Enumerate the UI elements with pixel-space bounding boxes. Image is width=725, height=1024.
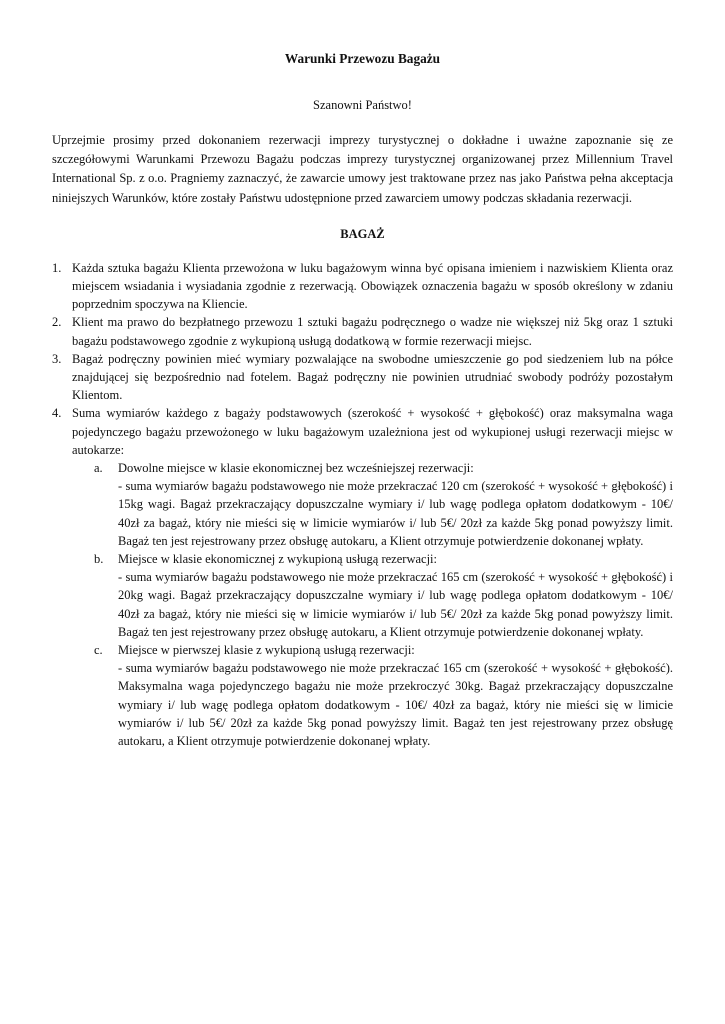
sub-item-letter: b.: [94, 552, 104, 567]
sub-item-heading: Miejsce w klasie ekonomicznej z wykupioną usługą rezerwacji:: [118, 552, 437, 567]
sub-item-heading: Dowolne miejsce w klasie ekonomicznej bez wcześniejszej rezerwacji:: [118, 461, 474, 476]
list-item: [52, 313, 673, 349]
item-number: 4.: [52, 406, 62, 421]
item-number: 3.: [52, 351, 62, 366]
item-text: Każda sztuka bagażu Klienta przewożona w luku bagażowym winna być opisana imieniem i nazwiskiem Klienta oraz miejscem wsiadania i wysiadania zgodnie z rezerwacją. Obowiązek oznaczenia bagażu w sposób określony w zdaniu poprzednim spoczywa na Kliencie.: [72, 260, 673, 312]
sub-list-item: [72, 459, 673, 550]
greeting: Szanowni Państwo!: [313, 98, 412, 112]
sub-list: [72, 459, 673, 750]
sub-item-body: - suma wymiarów bagażu podstawowego nie może przekraczać 165 cm (szerokość + wysokość + głębokość) i 20kg wagi. Bagaż przekraczający dopuszczalne wymiary i/ lub wagę podlega opłatom dodatkowym - 10€/ 40zł za bagaż, który nie mieści się w limicie wymiarów i/ lub 5€/ 20zł za każde 5kg ponad powyższy limit. Bagaż ten jest rejestrowany przez obsługę autokaru, a Klient otrzymuje potwierdzenie dokonanej wpłaty.: [118, 570, 673, 639]
terms-list: [52, 259, 673, 750]
list-item: [52, 404, 673, 750]
item-number: 1.: [52, 260, 62, 275]
sub-item-body: - suma wymiarów bagażu podstawowego nie może przekraczać 120 cm (szerokość + wysokość + głębokość) i 15kg wagi. Bagaż przekraczający dopuszczalne wymiary i/ lub wagę podlega opłatom dodatkowym - 10€/ 40zł za bagaż, który nie mieści się w limicie wymiarów i/ lub 5€/ 20zł za każde 5kg ponad powyższy limit. Bagaż ten jest rejestrowany przez obsługę autokaru, a Klient otrzymuje potwierdzenie dokonanej wpłaty.: [118, 479, 673, 548]
sub-item-letter: a.: [94, 461, 103, 476]
list-item: [52, 350, 673, 405]
item-text: Suma wymiarów każdego z bagaży podstawowych (szerokość + wysokość + głębokość) oraz maksymalna waga pojedynczego bagażu przewożonego w luku bagażowym uzależniona jest od wykupionej usługi rezerwacji miejsc w autokarze:: [72, 406, 673, 457]
sub-item-letter: c.: [94, 643, 103, 658]
page-title: Warunki Przewozu Bagażu: [284, 51, 441, 66]
item-text: Klient ma prawo do bezpłatnego przewozu 1 sztuki bagażu podręcznego o wadze nie większej niż 5kg oraz 1 sztuki bagażu podstawowego zgodnie z wykupioną usługą dodatkową w formie rezerwacji miejsc.: [72, 315, 673, 348]
sub-item-body: - suma wymiarów bagażu podstawowego nie może przekraczać 165 cm (szerokość + wysokość + głębokość). Maksymalna waga pojedynczego bagażu nie może przekroczyć 30kg. Bagaż przekraczający dopuszczalne wymiary i/ lub wagę podlega opłatom dodatkowym - 10€/ 40zł za bagaż, który nie mieści się w limicie wymiarów i/ lub 5€/ 20zł za każde 5kg ponad powyższy limit. Bagaż ten jest rejestrowany przez obsługę autokaru, a Klient otrzymuje potwierdzenie dokonanej wpłaty.: [118, 661, 673, 749]
item-number: 2.: [52, 315, 62, 330]
sub-item-heading: Miejsce w pierwszej klasie z wykupioną usługą rezerwacji:: [118, 643, 415, 658]
sub-list-item: [72, 550, 673, 641]
section-title: BAGAŻ: [340, 226, 385, 241]
sub-list-item: [72, 641, 673, 750]
intro-paragraph: Uprzejmie prosimy przed dokonaniem rezerwacji imprezy turystycznej o dokładne i uważne zapoznanie się ze szczegółowymi Warunkami Przewozu Bagażu podczas imprezy turystycznej organizowanej przez Millennium Travel International Sp. z o.o. Pragniemy zaznaczyć, że zawarcie umowy jest traktowane przez nas jako Państwa pełna akceptacja niniejszych Warunków, które zostały Państwu udostępnione przed zawarciem umowy podczas składania rezerwacji.: [52, 133, 673, 205]
list-item: [52, 259, 673, 314]
item-text: Bagaż podręczny powinien mieć wymiary pozwalające na swobodne umieszczenie go pod siedzeniem lub na półce znajdującej się bezpośrednio nad fotelem. Bagaż podręczny nie powinien utrudniać swobody podróży pozostałym Klientom.: [72, 351, 673, 403]
